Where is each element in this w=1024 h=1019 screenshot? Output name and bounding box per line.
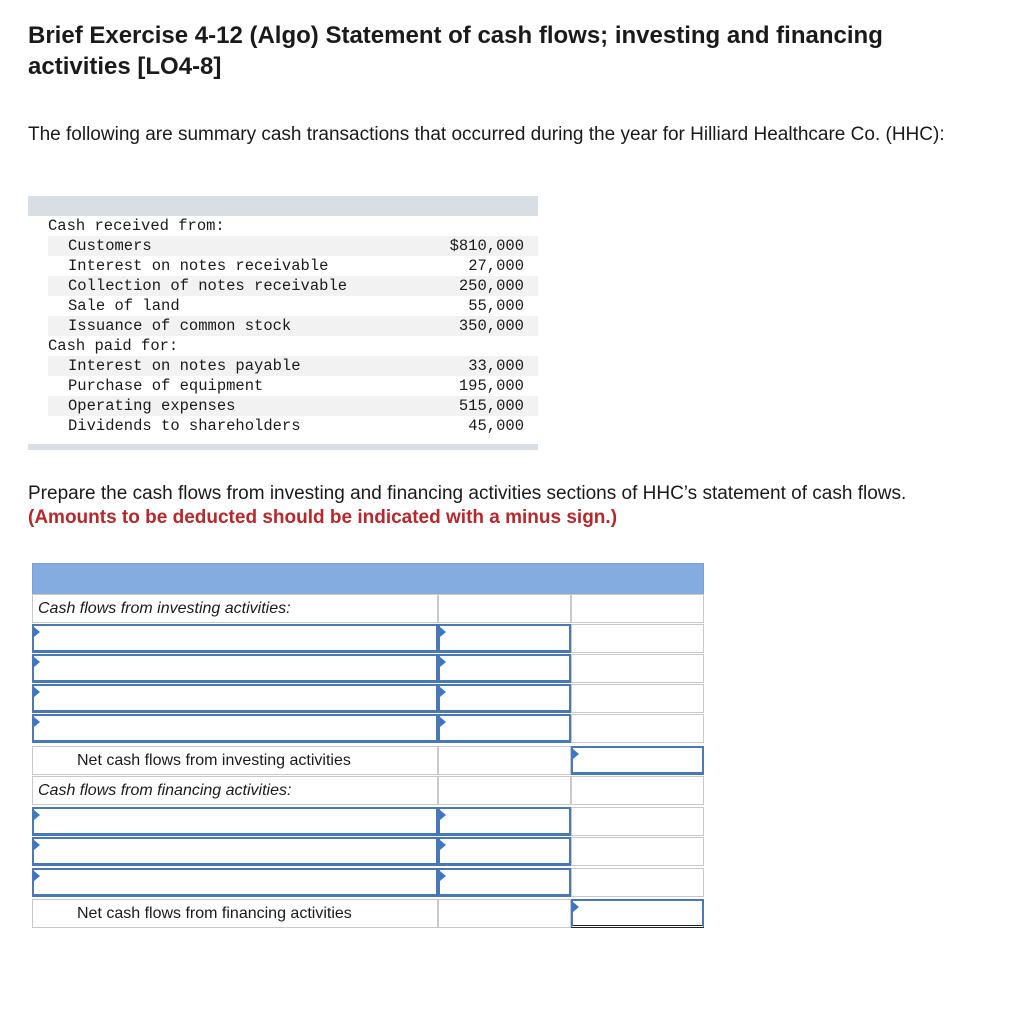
blank-cell	[571, 868, 704, 897]
instructions-text: Prepare the cash flows from investing and financing activities sections of HHC’s statement of cash flows.	[28, 483, 907, 504]
investing-entry-row	[32, 624, 704, 654]
blank-cell	[571, 837, 704, 866]
instructions-note: (Amounts to be deducted should be indicated with a minus sign.)	[28, 507, 618, 528]
table-row	[48, 356, 538, 376]
table-row	[48, 236, 538, 256]
financing-heading-cell	[32, 776, 438, 805]
table-row	[48, 376, 538, 396]
row-label: Dividends to shareholders	[68, 417, 301, 435]
worksheet-header	[32, 563, 704, 595]
received-heading: Cash received from:	[48, 217, 225, 235]
blank-cell	[571, 776, 704, 805]
blank-cell	[571, 624, 704, 653]
investing-heading: Cash flows from investing activities:	[38, 600, 291, 617]
row-label: Sale of land	[68, 297, 180, 315]
blank-cell	[438, 594, 571, 623]
blank-cell	[571, 654, 704, 683]
row-label: Operating expenses	[68, 397, 236, 415]
row-amount: 350,000	[458, 317, 524, 335]
investing-total-row	[32, 746, 704, 776]
financing-heading: Cash flows from financing activities:	[38, 782, 292, 799]
financing-heading-row	[32, 776, 704, 806]
financing-amount-input[interactable]	[438, 837, 571, 866]
row-amount: 515,000	[458, 397, 524, 415]
financing-description-input[interactable]	[32, 837, 438, 866]
financing-total-label: Net cash flows from financing activities	[77, 905, 352, 922]
investing-amount-input[interactable]	[438, 714, 571, 743]
row-label: Issuance of common stock	[68, 317, 292, 335]
row-amount: 45,000	[468, 417, 524, 435]
table-row	[48, 416, 538, 436]
row-amount: 250,000	[458, 277, 524, 295]
row-amount: 195,000	[458, 377, 524, 395]
financing-amount-input[interactable]	[438, 807, 571, 836]
instructions	[28, 482, 988, 530]
table-row	[48, 276, 538, 296]
row-label: Customers	[68, 237, 152, 255]
table-row	[48, 296, 538, 316]
investing-description-input[interactable]	[32, 654, 438, 683]
paid-heading: Cash paid for:	[48, 337, 179, 355]
investing-total-label-cell	[32, 746, 438, 775]
received-heading-row	[48, 216, 538, 236]
investing-total-input[interactable]	[571, 746, 704, 775]
row-label: Purchase of equipment	[68, 377, 264, 395]
blank-cell	[571, 684, 704, 713]
blank-cell	[438, 899, 571, 928]
row-amount: $810,000	[449, 237, 524, 255]
blank-cell	[438, 776, 571, 805]
row-label: Interest on notes receivable	[68, 257, 329, 275]
table-row	[48, 256, 538, 276]
investing-total-label: Net cash flows from investing activities	[77, 752, 351, 769]
row-amount: 27,000	[468, 257, 524, 275]
financing-description-input[interactable]	[32, 807, 438, 836]
table-row	[48, 396, 538, 416]
financing-entry-row	[32, 868, 704, 898]
blank-cell	[571, 714, 704, 743]
financing-entry-row	[32, 837, 704, 867]
investing-description-input[interactable]	[32, 684, 438, 713]
table-row	[48, 316, 538, 336]
blank-cell	[571, 594, 704, 623]
investing-entry-row	[32, 714, 704, 744]
paid-heading-row	[48, 336, 538, 356]
investing-heading-cell	[32, 594, 438, 623]
investing-amount-input[interactable]	[438, 684, 571, 713]
row-label: Interest on notes payable	[68, 357, 301, 375]
investing-amount-input[interactable]	[438, 654, 571, 683]
row-amount: 33,000	[468, 357, 524, 375]
financing-total-row	[32, 899, 704, 929]
investing-heading-row	[32, 594, 704, 624]
transactions-table	[28, 196, 538, 452]
investing-description-input[interactable]	[32, 714, 438, 743]
table-bottom-bar	[28, 444, 538, 450]
financing-entry-row	[32, 807, 704, 837]
intro-text: The following are summary cash transactions that occurred during the year for Hilliard Healthcare Co. (HHC):	[28, 124, 945, 145]
financing-total-label-cell	[32, 899, 438, 928]
investing-entry-row	[32, 684, 704, 714]
page-title: Brief Exercise 4-12 (Algo) Statement of cash flows; investing and financing activities [LO4-8]	[28, 22, 883, 80]
investing-amount-input[interactable]	[438, 624, 571, 653]
row-label: Collection of notes receivable	[68, 277, 348, 295]
table-top-bar	[28, 196, 538, 216]
blank-cell	[438, 746, 571, 775]
investing-description-input[interactable]	[32, 624, 438, 653]
investing-entry-row	[32, 654, 704, 684]
row-amount: 55,000	[468, 297, 524, 315]
blank-cell	[571, 807, 704, 836]
financing-amount-input[interactable]	[438, 868, 571, 897]
financing-total-input[interactable]	[571, 899, 704, 928]
financing-description-input[interactable]	[32, 868, 438, 897]
